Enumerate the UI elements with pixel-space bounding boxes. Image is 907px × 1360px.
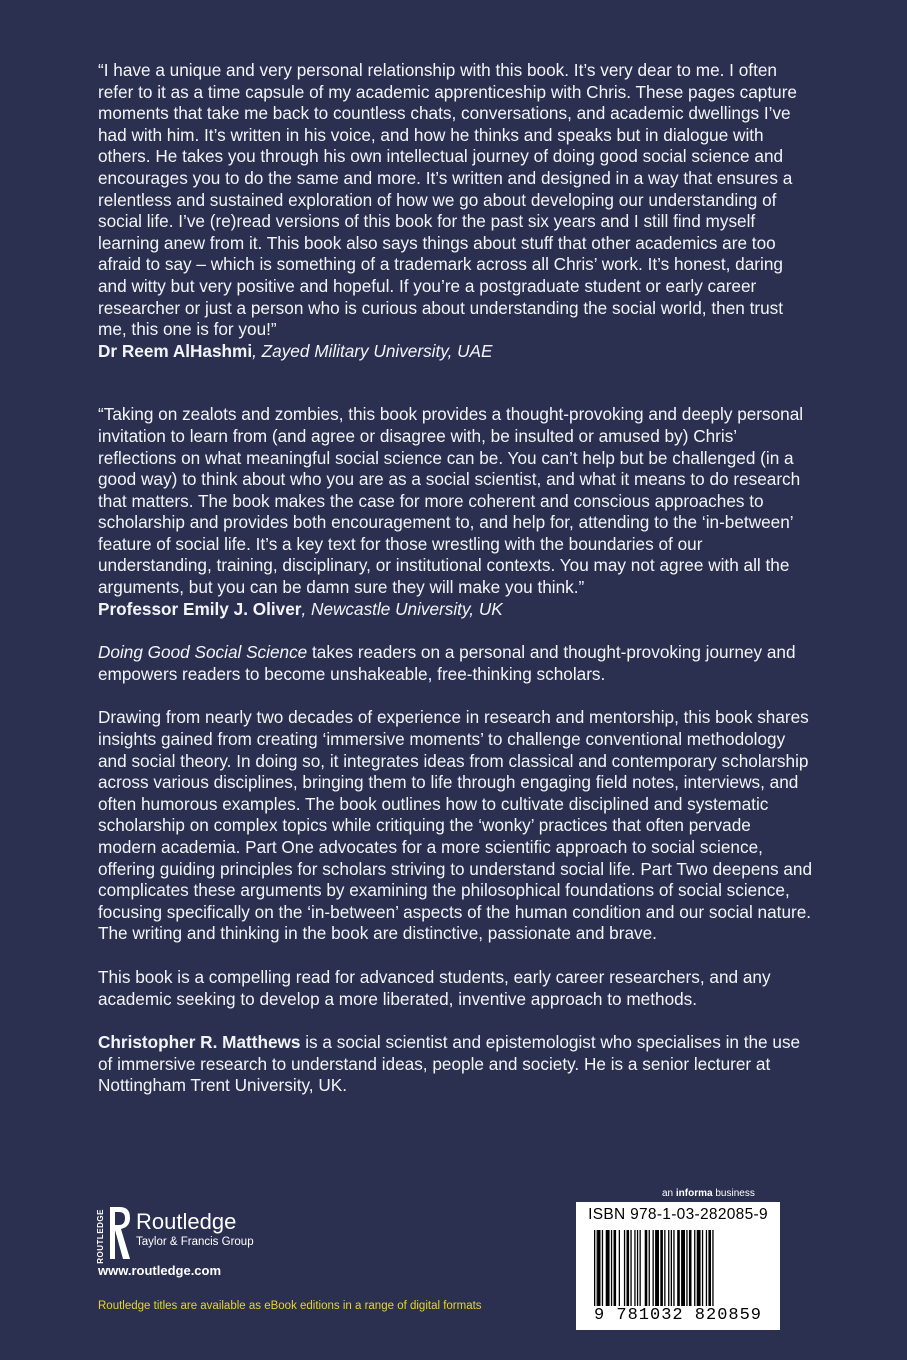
quote-emily-affiliation: , Newcastle University, UK — [301, 598, 503, 619]
barcode-bar — [697, 1230, 701, 1306]
barcode-bar — [706, 1230, 707, 1306]
barcode-bar — [686, 1230, 687, 1306]
back-cover-text — [98, 60, 813, 1097]
quote-reem-author: Dr Reem AlHashmi — [98, 340, 253, 361]
barcode-bar — [708, 1230, 711, 1306]
barcode-bar — [611, 1230, 612, 1306]
barcode-bar — [606, 1230, 610, 1306]
description-paragraph: Drawing from nearly two decades of experience in research and mentorship, this book shares insights gained from creating ‘immersive moments’ to challenge conventional methodology and social theory. In doing so, it integrates ideas from classical and contemporary scholarship across various disciplines, bringing them to life through engaging field notes, interviews, and often humorous examples. The book outlines how to cultivate disciplined and systematic scholarship on complex topics while critiquing the ‘wonky’ practices that often pervade modern academia. Part One advocates for a more scientific approach to social science, offering guiding principles for scholars striving to understand social life. Part Two deepens and complicates these arguments by examining the philosophical foundations of social science, focusing specifically on the ‘in-between’ aspects of the human condition and our social nature. The writing and thinking in the book are distinctive, passionate and brave. — [98, 707, 813, 944]
barcode-bar — [681, 1230, 685, 1306]
barcode-digits: 9 781032 820859 — [593, 1306, 763, 1325]
book-title: Doing Good Social Science — [98, 642, 308, 663]
author-bio-rest: is a social scientist and epistemologist who specialises in the use of immersive research to understand ideas, people and society. He is a senior lecturer at Nottingham Trent University, UK. — [98, 1032, 801, 1096]
quote-reem-affiliation: , Zayed Military University, UAE — [252, 340, 493, 361]
informa-tagline — [662, 1188, 755, 1199]
quote-reem: “I have a unique and very personal relationship with this book. It’s very dear to me. I often refer to it as a time capsule of my academic apprenticeship with Chris. These pages capture moments that take me back to countless chats, conversations, and academic dwellings I’ve had with him. It’s written in his voice, and how he thinks and speaks but in dialogue with others. He takes you through his own intellectual journey of doing good social science and encourages you to do the same and more. It’s written and designed in a way that ensures a relentless and sustained exploration of how we go about developing our understanding of social life. I’ve (re)read versions of this book for the past six years and I still find myself learning anew from it. This book also says things about stuff that other academics are too afraid to say – which is something of a trademark across all Chris’ work. It’s honest, daring and witty but very positive and hopeful. If you’re a postgraduate student or early career researcher or just a person who is curious about understanding the social world, then trust me, this one is for you!” — [98, 60, 797, 340]
barcode-bar — [655, 1230, 659, 1306]
author-bio — [98, 1032, 813, 1097]
informa-bold: informa — [675, 1188, 713, 1199]
ebook-note: Routledge titles are available as eBook editions in a range of digital formats — [98, 1300, 482, 1312]
isbn-barcode — [576, 1202, 780, 1330]
barcode-icon — [594, 1230, 762, 1306]
barcode-bar — [597, 1230, 598, 1306]
quote-emily-attribution — [98, 599, 813, 621]
routledge-r-icon — [108, 1205, 132, 1261]
barcode-bar — [689, 1230, 692, 1306]
audience-paragraph: This book is a compelling read for advanced students, early career researchers, and any academic seeking to develop a more liberated, inventive approach to methods. — [98, 966, 771, 1009]
barcode-bar — [598, 1230, 601, 1306]
barcode-bar — [640, 1230, 641, 1306]
isbn-label: ISBN 978-1-03-282085-9 — [588, 1206, 768, 1223]
quote-reem-attribution — [98, 341, 813, 363]
informa-pre: an — [662, 1188, 676, 1199]
barcode-bar — [660, 1230, 663, 1306]
barcode-bar — [649, 1230, 650, 1306]
intro-rest: takes readers on a personal and thought-provoking journey and empowers readers to become unshakeable, free-thinking scholars. — [98, 642, 796, 684]
barcode-bar — [614, 1230, 617, 1306]
quote-emily: “Taking on zealots and zombies, this book provides a thought-provoking and deeply personal invitation to learn from (and agree or disagree with, be insulted or amused by) Chris’ reflections on what meaningful social science can be. You can’t help but be challenged (in a good way) to think about who you are as a social scientist, and what it means to do research that matters. The book makes the case for more coherent and conscious approaches to scholarship and provides both encouragement to, and help for, attending to the ‘in-between’ feature of social life. It’s a key text for those wrestling with the boundaries of our understanding, training, disciplinary, or institutional contexts. You may not agree with all the arguments, but you can be damn sure they will make you think.” — [98, 404, 804, 598]
barcode-bar — [671, 1230, 672, 1306]
quote-emily-author: Professor Emily J. Oliver — [98, 598, 302, 619]
barcode-bar — [702, 1230, 703, 1306]
barcode-bar — [594, 1230, 595, 1306]
barcode-bar — [664, 1230, 665, 1306]
publisher-group: Taylor & Francis Group — [136, 1236, 254, 1248]
author-name: Christopher R. Matthews — [98, 1032, 301, 1053]
barcode-bar — [627, 1230, 630, 1306]
publisher-name: Routledge — [136, 1209, 237, 1234]
barcode-bar — [653, 1230, 654, 1306]
routledge-mark — [98, 1205, 132, 1263]
intro-paragraph — [98, 642, 813, 685]
barcode-bar — [677, 1230, 680, 1306]
barcode-bar — [668, 1230, 669, 1306]
barcode-bar — [645, 1230, 648, 1306]
barcode-bar — [673, 1230, 674, 1306]
barcode-bar — [624, 1230, 625, 1306]
barcode-bar — [602, 1230, 603, 1306]
routledge-vertical-text: ROUTLEDGE — [96, 1209, 105, 1264]
routledge-logo — [98, 1205, 254, 1263]
barcode-bar — [619, 1230, 620, 1306]
barcode-bar — [630, 1230, 631, 1306]
barcode-bar — [712, 1230, 713, 1306]
informa-post: business — [712, 1188, 755, 1199]
barcode-bar — [634, 1230, 635, 1306]
barcode-bar — [637, 1230, 638, 1306]
barcode-bar — [694, 1230, 695, 1306]
publisher-url[interactable]: www.routledge.com — [98, 1263, 222, 1278]
